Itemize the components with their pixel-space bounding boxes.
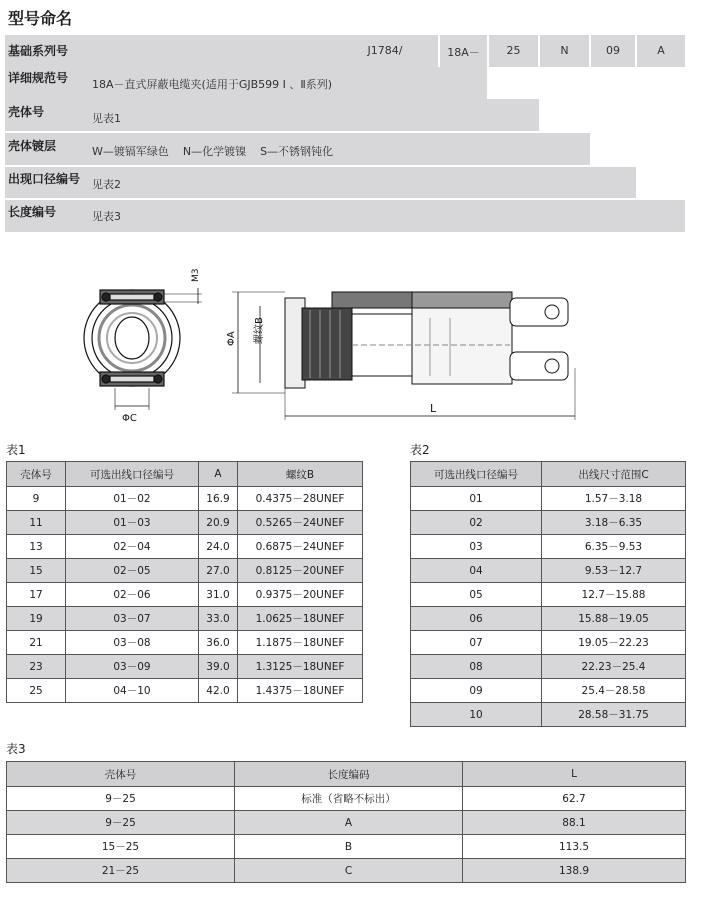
- table-cell: 0.5265－24UNEF: [238, 511, 363, 535]
- table-cell: 20.9: [199, 511, 238, 535]
- table3-header: 长度编码: [235, 762, 463, 787]
- naming-desc: W—镀镉军绿色 N—化学镀镍 S—不锈钢钝化: [92, 145, 334, 158]
- table-cell: 0.8125－20UNEF: [238, 559, 363, 583]
- table1-header: 可选出线口径编号: [66, 462, 199, 487]
- table1: [6, 461, 363, 703]
- table-cell: 22.23－25.4: [542, 655, 686, 679]
- table-cell: 23: [7, 655, 66, 679]
- code-plating: N: [560, 44, 569, 57]
- table-cell: C: [235, 859, 463, 883]
- table-cell: 02: [411, 511, 542, 535]
- table3-header: L: [463, 762, 686, 787]
- naming-label: 基础系列号: [8, 44, 69, 58]
- table-cell: 05: [411, 583, 542, 607]
- table-cell: 08: [411, 655, 542, 679]
- code-spec: 18A－: [447, 46, 480, 59]
- table-row: [7, 787, 686, 811]
- table-row: [7, 655, 363, 679]
- table-cell: 0.9375－20UNEF: [238, 583, 363, 607]
- table-cell: 19: [7, 607, 66, 631]
- table-cell: 62.7: [463, 787, 686, 811]
- table3: [6, 761, 686, 883]
- table-row: [411, 655, 686, 679]
- table-cell: A: [235, 811, 463, 835]
- naming-label: 详细规范号: [8, 71, 69, 85]
- table-cell: 02－05: [66, 559, 199, 583]
- table-cell: 25: [7, 679, 66, 703]
- naming-desc: 见表2: [92, 178, 121, 191]
- table-cell: 88.1: [463, 811, 686, 835]
- table-cell: 15－25: [7, 835, 235, 859]
- page-title: 型号命名: [8, 9, 73, 28]
- table-cell: 15.88－19.05: [542, 607, 686, 631]
- naming-desc: 见表1: [92, 112, 121, 125]
- table-cell: 1.1875－18UNEF: [238, 631, 363, 655]
- table-cell: 04: [411, 559, 542, 583]
- naming-label: 壳体镀层: [8, 139, 57, 153]
- table2-header: 可选出线口径编号: [411, 462, 542, 487]
- naming-label: 壳体号: [8, 105, 45, 119]
- table-row: [7, 583, 363, 607]
- table-cell: 1.0625－18UNEF: [238, 607, 363, 631]
- table-cell: 06: [411, 607, 542, 631]
- table-cell: 9: [7, 487, 66, 511]
- table-row: [7, 511, 363, 535]
- table-cell: 113.5: [463, 835, 686, 859]
- table-cell: 07: [411, 631, 542, 655]
- code-shell: 25: [506, 44, 521, 57]
- m3-label: M3: [191, 268, 201, 282]
- table-cell: 6.35－9.53: [542, 535, 686, 559]
- naming-label: 长度编号: [8, 205, 57, 219]
- naming-desc: 18A－直式屏蔽电缆夹(适用于GJB599 Ⅰ 、Ⅱ系列): [92, 78, 333, 91]
- end-view: [84, 290, 180, 386]
- side-view: [285, 292, 568, 388]
- table-row: [7, 811, 686, 835]
- table-cell: 13: [7, 535, 66, 559]
- table-row: [7, 679, 363, 703]
- table-cell: 09: [411, 679, 542, 703]
- table-cell: 9－25: [7, 787, 235, 811]
- table-cell: 24.0: [199, 535, 238, 559]
- table-cell: 31.0: [199, 583, 238, 607]
- table-row: [7, 487, 363, 511]
- table-row: [7, 607, 363, 631]
- table-cell: 27.0: [199, 559, 238, 583]
- naming-label: 出现口径编号: [8, 172, 81, 186]
- table-row: [7, 859, 686, 883]
- table-cell: 02－06: [66, 583, 199, 607]
- table1-header: 壳体号: [7, 462, 66, 487]
- table-cell: B: [235, 835, 463, 859]
- table-cell: 9－25: [7, 811, 235, 835]
- table-row: [411, 631, 686, 655]
- table-row: [7, 631, 363, 655]
- table3-header: 壳体号: [7, 762, 235, 787]
- table2-header: 出线尺寸范围C: [542, 462, 686, 487]
- table1-header: 螺纹B: [238, 462, 363, 487]
- code-base-series: J1784/: [367, 44, 403, 57]
- table-row: [411, 535, 686, 559]
- table-row: [7, 535, 363, 559]
- table-cell: 03: [411, 535, 542, 559]
- table-row: [411, 679, 686, 703]
- naming-bar-3: [5, 99, 539, 131]
- table-cell: 16.9: [199, 487, 238, 511]
- table-cell: 0.6875－24UNEF: [238, 535, 363, 559]
- table-cell: 1.4375－18UNEF: [238, 679, 363, 703]
- table-cell: 39.0: [199, 655, 238, 679]
- table-cell: 33.0: [199, 607, 238, 631]
- table-cell: 3.18－6.35: [542, 511, 686, 535]
- thread-b-label: 螺纹B: [254, 317, 265, 344]
- code-cable-entry: 09: [606, 44, 620, 57]
- table-row: [7, 559, 363, 583]
- table-cell: 19.05－22.23: [542, 631, 686, 655]
- table3-caption: 表3: [6, 742, 26, 756]
- table-cell: 10: [411, 703, 542, 727]
- phi-a-label: ΦA: [226, 331, 237, 346]
- table-cell: 138.9: [463, 859, 686, 883]
- table-cell: 17: [7, 583, 66, 607]
- table-row: [7, 835, 686, 859]
- phi-c-label: ΦC: [122, 413, 137, 424]
- table-cell: 0.4375－28UNEF: [238, 487, 363, 511]
- table-cell: 03－09: [66, 655, 199, 679]
- table-row: [411, 487, 686, 511]
- table1-header: A: [199, 462, 238, 487]
- table1-caption: 表1: [6, 443, 26, 457]
- table2-caption: 表2: [410, 443, 430, 457]
- table-cell: 28.58－31.75: [542, 703, 686, 727]
- table-cell: 1.3125－18UNEF: [238, 655, 363, 679]
- connector-drawing: [70, 258, 590, 428]
- table-cell: 01－02: [66, 487, 199, 511]
- table2: [410, 461, 686, 727]
- table-cell: 21: [7, 631, 66, 655]
- table-cell: 01－03: [66, 511, 199, 535]
- table-cell: 02－04: [66, 535, 199, 559]
- table-row: [411, 607, 686, 631]
- table-row: [411, 583, 686, 607]
- table-row: [411, 511, 686, 535]
- table-cell: 01: [411, 487, 542, 511]
- l-label: L: [430, 402, 437, 415]
- naming-desc: 见表3: [92, 210, 121, 223]
- table-cell: 03－07: [66, 607, 199, 631]
- table-cell: 42.0: [199, 679, 238, 703]
- table-cell: 04－10: [66, 679, 199, 703]
- table-cell: 21－25: [7, 859, 235, 883]
- table-cell: 15: [7, 559, 66, 583]
- table-cell: 11: [7, 511, 66, 535]
- table-cell: 03－08: [66, 631, 199, 655]
- table-row: [411, 559, 686, 583]
- table-cell: 9.53－12.7: [542, 559, 686, 583]
- code-length: A: [657, 44, 665, 57]
- table-cell: 标准（省略不标出）: [235, 787, 463, 811]
- table-cell: 36.0: [199, 631, 238, 655]
- table-cell: 12.7－15.88: [542, 583, 686, 607]
- table-cell: 25.4－28.58: [542, 679, 686, 703]
- table-cell: 1.57－3.18: [542, 487, 686, 511]
- table-row: [411, 703, 686, 727]
